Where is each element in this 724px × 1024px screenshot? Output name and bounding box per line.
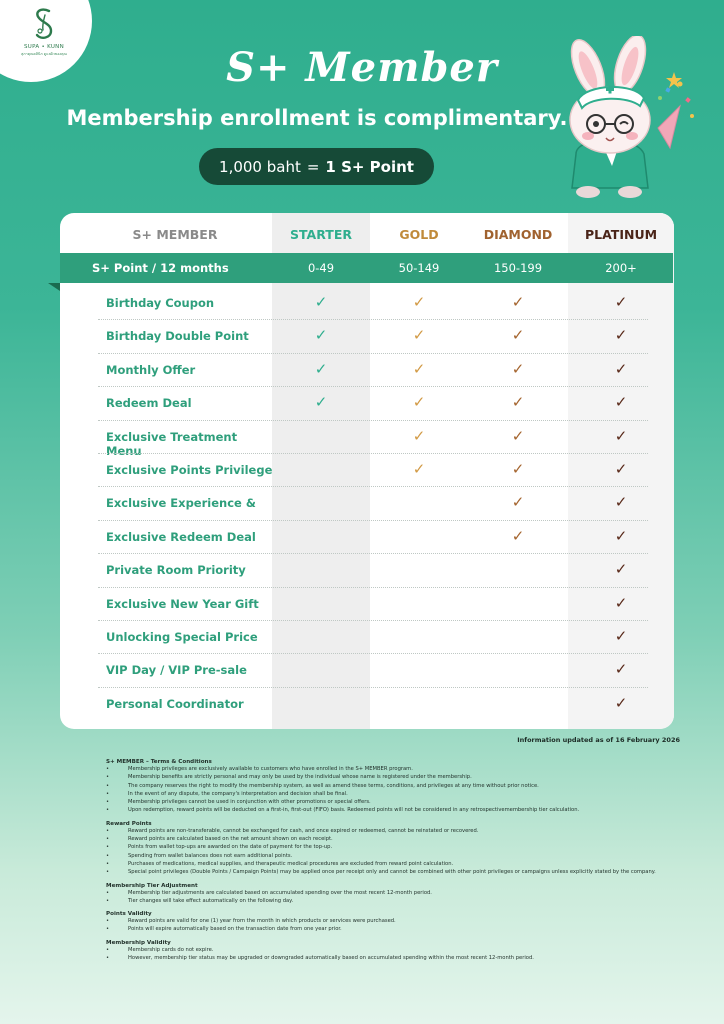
check-icon: ✓ <box>412 359 426 378</box>
check-icon: ✓ <box>511 359 525 378</box>
terms-item: • Reward points are calculated based on the net amount shown on each receipt. <box>106 835 686 843</box>
check-icon: ✓ <box>412 293 426 311</box>
check-icon: ✓ <box>614 459 628 478</box>
terms-item: • Purchases of medications, medical supplies, and therapeutic medical procedures are excluded from reward point calculation. <box>106 860 686 868</box>
points-validity-list <box>106 917 686 934</box>
rate-equals: = <box>306 157 320 176</box>
tier-header-starter: STARTER <box>290 227 352 242</box>
brand-name: SUPA • KUNN <box>24 44 64 50</box>
terms-item: • Membership privileges are exclusively available to customers who have enrolled in the S+ MEMBER program. <box>106 765 686 773</box>
benefit-name: Birthday Double Point <box>106 329 249 344</box>
points-diamond: 150-199 <box>493 261 543 275</box>
check-icon: ✓ <box>511 526 525 545</box>
benefit-name: Monthly Offer <box>106 362 196 377</box>
page-subtitle: Membership enrollment is complimentary. <box>66 106 568 130</box>
tier-header-diamond: DIAMOND <box>483 227 553 242</box>
terms-item: • Membership cards do not expire. <box>106 946 686 954</box>
check-icon: ✓ <box>314 326 328 345</box>
benefit-name: Birthday Coupon <box>106 296 215 310</box>
check-icon: ✓ <box>614 560 628 579</box>
check-icon: ✓ <box>412 459 426 478</box>
table-row <box>60 287 674 320</box>
table-header-label: S+ MEMBER <box>132 227 218 242</box>
check-icon: ✓ <box>614 359 628 378</box>
terms-section <box>106 759 686 962</box>
benefit-name: Exclusive New Year Gift <box>106 596 259 611</box>
terms-item: • Upon redemption, reward points will be deducted on a first-in, first-out (FIFO) basis. Redeemed points will not be considered in any retrospectivemembership tier calculation. <box>106 806 686 814</box>
rate-point: 1 S+ Point <box>325 157 414 176</box>
terms-item: • Special point privileges (Double Points / Campaign Points) may be applied once per receipt only and cannot be combined with other point privileges or campaigns unless explicitly stated by the company. <box>106 868 686 876</box>
terms-heading: S+ MEMBER – Terms & Conditions <box>106 759 212 765</box>
terms-item: • Reward points are valid for one (1) year from the month in which products or services were purchased. <box>106 917 686 925</box>
check-icon: ✓ <box>412 326 426 345</box>
table-row <box>60 320 674 353</box>
tier-adjustment-list <box>106 889 686 906</box>
ribbon-fold <box>48 283 60 291</box>
terms-list <box>106 765 686 815</box>
terms-item: • Membership tier adjustments are calculated based on accumulated spending over the most recent 12-month period. <box>106 889 686 897</box>
check-icon: ✓ <box>511 426 525 445</box>
points-platinum: 200+ <box>605 261 637 275</box>
table-row <box>60 588 674 621</box>
benefit-name: Exclusive Points Privilege <box>106 462 273 477</box>
table-row <box>60 621 674 654</box>
points-ribbon <box>60 253 673 283</box>
table-row <box>60 654 674 687</box>
check-icon: ✓ <box>614 693 628 712</box>
terms-item: • In the event of any dispute, the company's interpretation and decision shall be final. <box>106 790 686 798</box>
check-icon: ✓ <box>614 593 628 612</box>
check-icon: ✓ <box>614 660 628 679</box>
tier-header-gold: GOLD <box>399 227 439 242</box>
membership-validity-list <box>106 946 686 963</box>
check-icon: ✓ <box>614 293 628 311</box>
reward-points-list <box>106 827 686 877</box>
benefit-name: Exclusive Experience & <box>106 496 256 511</box>
rate-amount: 1,000 baht <box>219 157 301 176</box>
check-icon: ✓ <box>614 426 628 445</box>
check-icon: ✓ <box>511 326 525 345</box>
table-row <box>60 421 674 458</box>
table-row <box>60 387 674 420</box>
terms-item: • Tier changes will take effect automatically on the following day. <box>106 897 686 905</box>
tier-adjustment-heading: Membership Tier Adjustment <box>106 882 198 889</box>
points-starter: 0-49 <box>307 261 335 275</box>
check-icon: ✓ <box>614 493 628 512</box>
table-row <box>60 487 674 520</box>
check-icon: ✓ <box>511 459 525 478</box>
updated-note: Information updated as of 16 February 2026 <box>517 736 680 744</box>
terms-item: • Reward points are non-transferable, cannot be exchanged for cash, and once expired or redeemed, cannot be reinstated or recovered. <box>106 827 686 835</box>
benefit-name: Redeem Deal <box>106 396 192 411</box>
terms-item: • Points will expire automatically based on the transaction date from one year prior. <box>106 925 686 933</box>
benefit-name: Private Room Priority <box>106 563 246 578</box>
point-rate-pill <box>199 148 434 185</box>
membership-table <box>60 213 674 729</box>
brand-tagline: สุภาคุณคลินิก ดูแลผิวของคุณ <box>21 52 67 56</box>
terms-item: • The company reserves the right to modify the membership system, as well as amend these terms, conditions, and privileges at any time without prior notice. <box>106 782 686 790</box>
check-icon: ✓ <box>511 493 525 512</box>
points-label: S+ Point / 12 months <box>92 261 229 275</box>
check-icon: ✓ <box>412 426 426 445</box>
table-row <box>60 521 674 554</box>
tier-header-platinum: PLATINUM <box>584 227 658 242</box>
check-icon: ✓ <box>614 526 628 545</box>
check-icon: ✓ <box>314 293 328 311</box>
check-icon: ✓ <box>614 626 628 645</box>
terms-item: • Points from wallet top-ups are awarded on the date of payment for the top-up. <box>106 843 686 851</box>
table-row <box>60 454 674 487</box>
reward-points-heading: Reward Points <box>106 820 152 827</box>
page-title: S+ Member <box>226 44 498 91</box>
terms-item: • Membership privileges cannot be used in conjunction with other promotions or special offers. <box>106 798 686 806</box>
bunny-nurse-mascot-icon <box>548 36 698 206</box>
check-icon: ✓ <box>511 393 525 412</box>
benefit-name: VIP Day / VIP Pre-sale <box>106 663 247 678</box>
terms-item: • Membership benefits are strictly personal and may only be used by the individual whose name is registered under the membership. <box>106 773 686 781</box>
check-icon: ✓ <box>511 293 525 311</box>
membership-validity-heading: Membership Validity <box>106 939 171 946</box>
benefit-name: Unlocking Special Price <box>106 629 258 644</box>
terms-item: • However, membership tier status may be upgraded or downgraded automatically based on accumulated spending within the most recent 12-month period. <box>106 954 686 962</box>
check-icon: ✓ <box>314 393 328 412</box>
terms-item: • Spending from wallet balances does not earn additional points. <box>106 852 686 860</box>
points-gold: 50-149 <box>398 261 440 275</box>
benefit-name: Personal Coordinator <box>106 696 244 711</box>
benefit-name: Exclusive Redeem Deal <box>106 529 256 544</box>
points-validity-heading: Points Validity <box>106 911 152 918</box>
table-row <box>60 554 674 587</box>
check-icon: ✓ <box>314 359 328 378</box>
benefit-rows <box>60 287 674 721</box>
table-row <box>60 688 674 721</box>
check-icon: ✓ <box>412 393 426 412</box>
brand-logo-mark-icon <box>31 6 57 42</box>
check-icon: ✓ <box>614 393 628 412</box>
table-row <box>60 354 674 387</box>
benefit-name: Exclusive Treatment Menu <box>106 429 238 458</box>
check-icon: ✓ <box>614 326 628 345</box>
